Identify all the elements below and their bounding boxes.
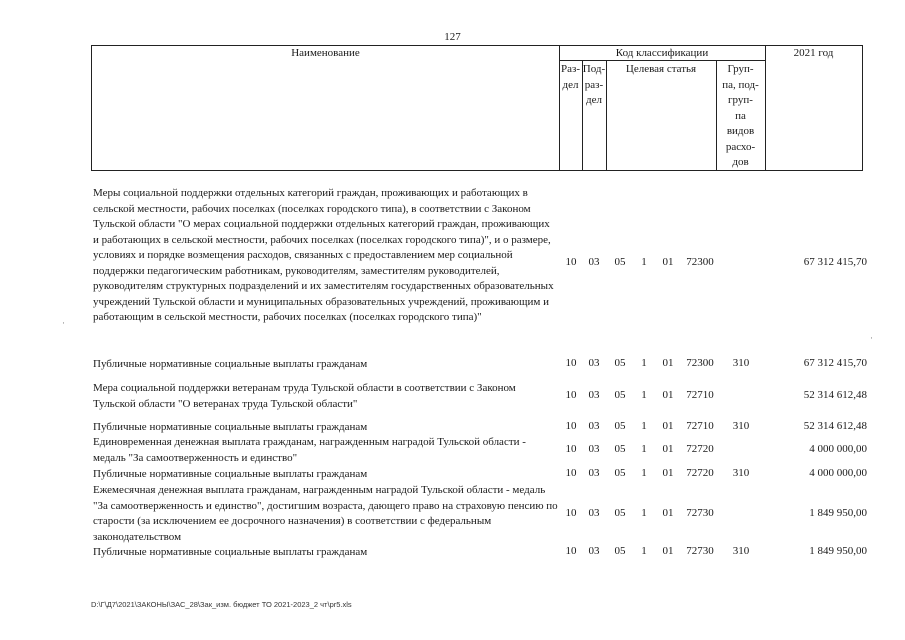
row-name: Публичные нормативные социальные выплаты гражданам <box>93 358 368 370</box>
row-target-main: 01 <box>662 256 674 268</box>
row-subsection: 03 <box>588 467 600 479</box>
row-name: Мера социальной поддержки ветеранам труда Тульской области в соответствии с Законом Тульской области "О ветеранах труда Тульской области" <box>93 382 516 410</box>
row-target-main: 01 <box>662 357 674 369</box>
header-section: Раз- дел <box>560 63 580 91</box>
scan-speck: · <box>62 318 65 328</box>
row-target-subprogram: 1 <box>641 545 647 557</box>
row-target-program: 05 <box>614 357 626 369</box>
row-section: 10 <box>565 467 577 479</box>
row-expense-type: 310 <box>732 420 750 432</box>
header-target: Целевая статья <box>625 63 697 75</box>
row-name: Публичные нормативные социальные выплаты гражданам <box>93 546 368 558</box>
row-subsection: 03 <box>588 420 600 432</box>
row-target-subprogram: 1 <box>641 357 647 369</box>
row-target-main: 01 <box>662 507 674 519</box>
row-section: 10 <box>565 420 577 432</box>
row-target-direction: 72730 <box>686 507 714 519</box>
header-year: 2021 год <box>793 47 834 59</box>
row-target-direction: 72710 <box>686 389 714 401</box>
row-amount: 1 849 950,00 <box>809 507 867 519</box>
row-amount: 1 849 950,00 <box>809 545 867 557</box>
row-target-subprogram: 1 <box>641 443 647 455</box>
row-subsection: 03 <box>588 256 600 268</box>
row-section: 10 <box>565 443 577 455</box>
row-subsection: 03 <box>588 389 600 401</box>
row-target-subprogram: 1 <box>641 507 647 519</box>
file-path-footer: D:\Г\Д7\2021\ЗАКОНЫ\ЗАС_28\Зак_изм. бюджет ТО 2021-2023_2 чт\pr5.xls <box>91 600 352 609</box>
scan-speck: · <box>870 333 873 343</box>
row-target-direction: 72730 <box>686 545 714 557</box>
row-target-direction: 72710 <box>686 420 714 432</box>
row-section: 10 <box>565 357 577 369</box>
row-target-subprogram: 1 <box>641 420 647 432</box>
row-target-direction: 72720 <box>686 443 714 455</box>
row-expense-type: 310 <box>732 357 750 369</box>
row-target-program: 05 <box>614 443 626 455</box>
row-subsection: 03 <box>588 443 600 455</box>
row-subsection: 03 <box>588 507 600 519</box>
row-target-main: 01 <box>662 467 674 479</box>
row-target-program: 05 <box>614 389 626 401</box>
row-section: 10 <box>565 389 577 401</box>
row-name: Меры социальной поддержки отдельных категорий граждан, проживающих и работающих в сельской местности, рабочих поселках (поселках городского типа), в соответствии с Законом Тульской области "О мерах социальной поддержки отдельных категорий граждан, проживающих и работающих в сельской местности, рабочих поселках (поселках городского типа)", и о размере, условиях и порядке возмещения расходов, связанных с предоставлением мер социальной поддержки педагогическим работникам, руководителям, заместителям руководителей, руководителям структурных подразделений и их заместителям государственных образовательных учреждений Тульской области и муниципальных образовательных учреждений, проживающим и работающим в сельской местности, рабочих поселках (поселках городского типа)" <box>93 187 554 323</box>
row-amount: 67 312 415,70 <box>803 256 867 268</box>
header-name: Наименование <box>291 47 360 59</box>
row-target-program: 05 <box>614 467 626 479</box>
row-target-main: 01 <box>662 420 674 432</box>
row-name: Публичные нормативные социальные выплаты гражданам <box>93 421 368 433</box>
row-target-program: 05 <box>614 507 626 519</box>
row-subsection: 03 <box>588 357 600 369</box>
row-amount: 4 000 000,00 <box>809 443 867 455</box>
row-target-direction: 72300 <box>686 256 714 268</box>
row-target-program: 05 <box>614 545 626 557</box>
row-section: 10 <box>565 507 577 519</box>
divider <box>765 46 766 170</box>
row-expense-type: 310 <box>732 467 750 479</box>
header-group: Груп- па, под- груп- па видов расхо- дов <box>722 63 759 168</box>
row-target-direction: 72300 <box>686 357 714 369</box>
row-target-subprogram: 1 <box>641 389 647 401</box>
page-number: 127 <box>444 31 461 43</box>
row-target-main: 01 <box>662 443 674 455</box>
row-target-main: 01 <box>662 389 674 401</box>
row-amount: 67 312 415,70 <box>803 357 867 369</box>
row-target-program: 05 <box>614 420 626 432</box>
row-target-subprogram: 1 <box>641 467 647 479</box>
row-amount: 4 000 000,00 <box>809 467 867 479</box>
row-expense-type: 310 <box>732 545 750 557</box>
row-section: 10 <box>565 545 577 557</box>
row-target-direction: 72720 <box>686 467 714 479</box>
header-classification: Код классификации <box>615 47 709 59</box>
row-amount: 52 314 612,48 <box>803 420 867 432</box>
row-section: 10 <box>565 256 577 268</box>
table-header <box>91 45 863 171</box>
row-name: Публичные нормативные социальные выплаты гражданам <box>93 468 368 480</box>
row-amount: 52 314 612,48 <box>803 389 867 401</box>
row-name: Единовременная денежная выплата гражданам, награжденным наградой Тульской области - медаль "За самоотверженность и единство" <box>93 436 526 464</box>
row-name: Ежемесячная денежная выплата гражданам, награжденным наградой Тульской области - медаль "За самоотверженность и единство", достигшим возраста, дающего право на страховую пенсию по старости (за исключением ее досрочного назначения) в соответствии с федеральным законодательством <box>93 484 558 543</box>
row-target-subprogram: 1 <box>641 256 647 268</box>
row-target-program: 05 <box>614 256 626 268</box>
row-target-main: 01 <box>662 545 674 557</box>
row-subsection: 03 <box>588 545 600 557</box>
header-subsection: Под- раз- дел <box>582 63 606 106</box>
